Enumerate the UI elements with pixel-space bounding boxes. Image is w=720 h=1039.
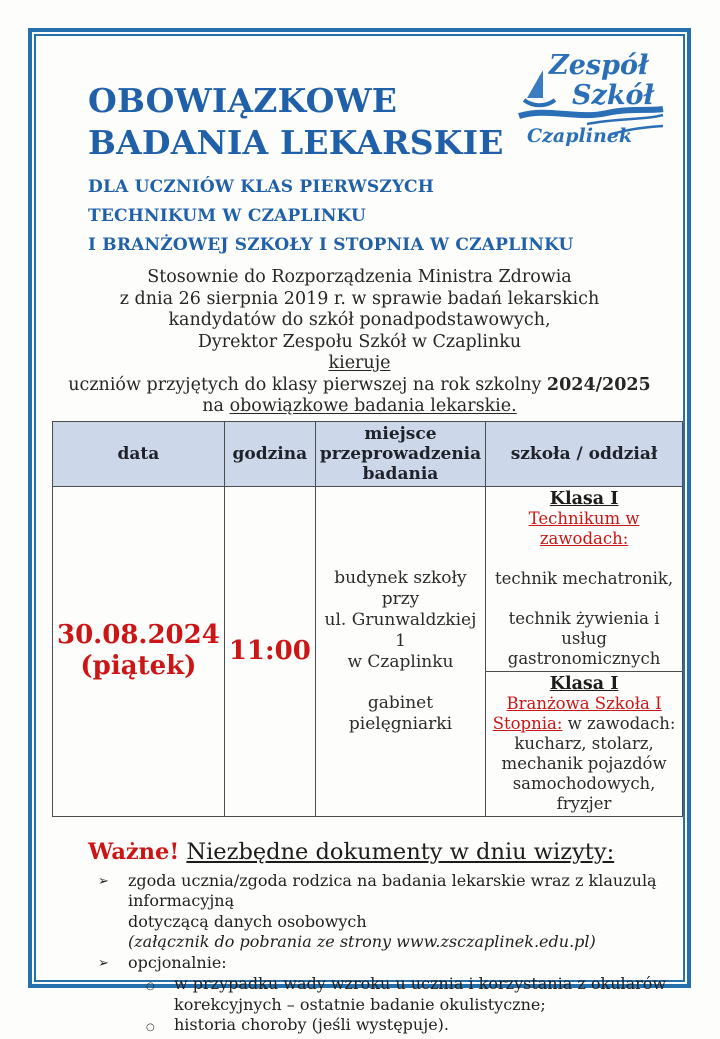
date-cell: [53, 486, 225, 816]
sailboat-hull-icon: [524, 100, 555, 105]
page-border-frame: [28, 28, 691, 1034]
arrow-bullet-icon: ➢: [98, 955, 109, 971]
page-content-area: [34, 34, 685, 1034]
consent-text-line: zgoda ucznia/zgoda rodzica na badania lekarskie wraz z klauzulą informacyjną: [128, 870, 657, 910]
attachment-note: (załącznik do pobrania ze strony www.zsczaplinek.edu.pl): [128, 932, 596, 951]
table-body-row-1: [53, 486, 683, 671]
intro-line-final: [36, 396, 683, 418]
intro-line: z dnia 26 sierpnia 2019 r. w sprawie badań lekarskich: [119, 288, 600, 309]
subtitle-branzowa: I BRANŻOWEJ SZKOŁY I STOPNIA W CZAPLINKU: [88, 235, 574, 255]
time-cell: [224, 486, 315, 816]
intro-line-school-year: [36, 375, 683, 397]
subtitle-technikum: TECHNIKUM W CZAPLINKU: [88, 206, 366, 226]
documents-heading: Niezbędne dokumenty w dniu wizyty:: [186, 838, 615, 865]
school-year-bold: 2024/2025: [546, 374, 651, 395]
date-weekday: (piątek): [80, 651, 197, 681]
circle-bullet-icon: ○: [146, 1022, 155, 1033]
klasa-label: Klasa I: [549, 488, 619, 509]
important-heading-line: [88, 837, 683, 867]
documents-list: [98, 871, 683, 1039]
intro-line: kandydatów do szkół ponadpodstawowych,: [168, 310, 551, 330]
important-label: Ważne!: [88, 838, 180, 865]
profession-line: technik żywienia i usług: [508, 608, 660, 648]
place-cell: [315, 486, 485, 816]
branzowa-label-line2: Stopnia:: [492, 713, 563, 733]
logo-text-czaplinek: Czaplinek: [527, 125, 633, 147]
table-header-miejsce: miejsce przeprowadzenia badania: [315, 421, 485, 486]
subtitle-students: DLA UCZNIÓW KLAS PIERWSZYCH: [88, 177, 435, 197]
sub-item-eyesight: [146, 974, 683, 1015]
sailboat-icon: [527, 70, 543, 98]
nurse-office-line: gabinet pielęgniarki: [348, 692, 453, 734]
place-line: w Czaplinku: [347, 651, 454, 672]
intro-line-kieruje: [36, 353, 683, 375]
school-cell-branzowa: [486, 671, 683, 816]
subtitle-block: [88, 173, 683, 260]
history-text: historia choroby (jeśli występuje).: [174, 1015, 449, 1034]
intro-line: Dyrektor Zespołu Szkół w Czaplinku: [197, 331, 522, 352]
circle-bullet-icon: ○: [146, 981, 155, 992]
list-item-optional: [98, 953, 683, 975]
logo-text-zespol: Zespół: [549, 50, 649, 81]
intro-line7-prefix: na: [202, 396, 230, 416]
list-item-consent: [98, 871, 683, 953]
technikum-label: Technikum w zawodach:: [528, 508, 640, 548]
table-header-row: [53, 421, 683, 486]
table-header-godzina: godzina: [224, 421, 315, 486]
arrow-bullet-icon: ➢: [98, 873, 109, 889]
profession-line: gastronomicznych: [507, 648, 661, 668]
schedule-table: [52, 421, 683, 817]
intro-paragraph: [36, 267, 683, 418]
date-value: 30.08.2024: [57, 620, 220, 650]
mandatory-exams-underlined: obowiązkowe badania lekarskie.: [229, 396, 517, 416]
eyesight-text-line: w przypadku wady wzroku u ucznia i korzystania z okularów: [174, 974, 667, 993]
branzowa-label-line1: Branżowa Szkoła I: [506, 693, 662, 713]
intro-line6-text: uczniów przyjętych do klasy pierwszej na rok szkolny: [68, 374, 547, 395]
place-line: budynek szkoły przy: [334, 567, 467, 609]
profession-line: fryzjer: [556, 793, 612, 813]
time-value: 11:00: [228, 635, 311, 666]
sub-item-history: [146, 1015, 683, 1039]
profession-line: kucharz, stolarz,: [514, 733, 654, 753]
table-header-data: data: [53, 421, 225, 486]
profession-line: technik mechatronik,: [495, 568, 674, 588]
consent-text-line: dotyczącą danych osobowych: [128, 911, 367, 931]
in-professions-label: w zawodach:: [562, 713, 676, 733]
klasa-label: Klasa I: [549, 673, 619, 694]
page-title-line1: OBOWIĄZKOWE: [88, 81, 398, 120]
school-logo: [515, 48, 667, 152]
logo-text-szkol: Szkół: [572, 80, 654, 111]
page-title-line2: BADANIA LEKARSKIE: [88, 123, 504, 162]
optional-label: opcjonalnie:: [128, 952, 227, 972]
kieruje-underlined: kieruje: [328, 353, 391, 373]
table-header-szkola: szkoła / oddział: [486, 421, 683, 486]
eyesight-text-line: korekcyjnych – ostatnie badanie okulistyczne;: [174, 994, 546, 1014]
intro-line: Stosownie do Rozporządzenia Ministra Zdrowia: [147, 267, 572, 287]
school-cell-technikum: [486, 486, 683, 671]
profession-line: samochodowych,: [512, 773, 656, 793]
place-line: ul. Grunwaldzkiej 1: [324, 609, 477, 651]
profession-line: mechanik pojazdów: [501, 753, 667, 773]
